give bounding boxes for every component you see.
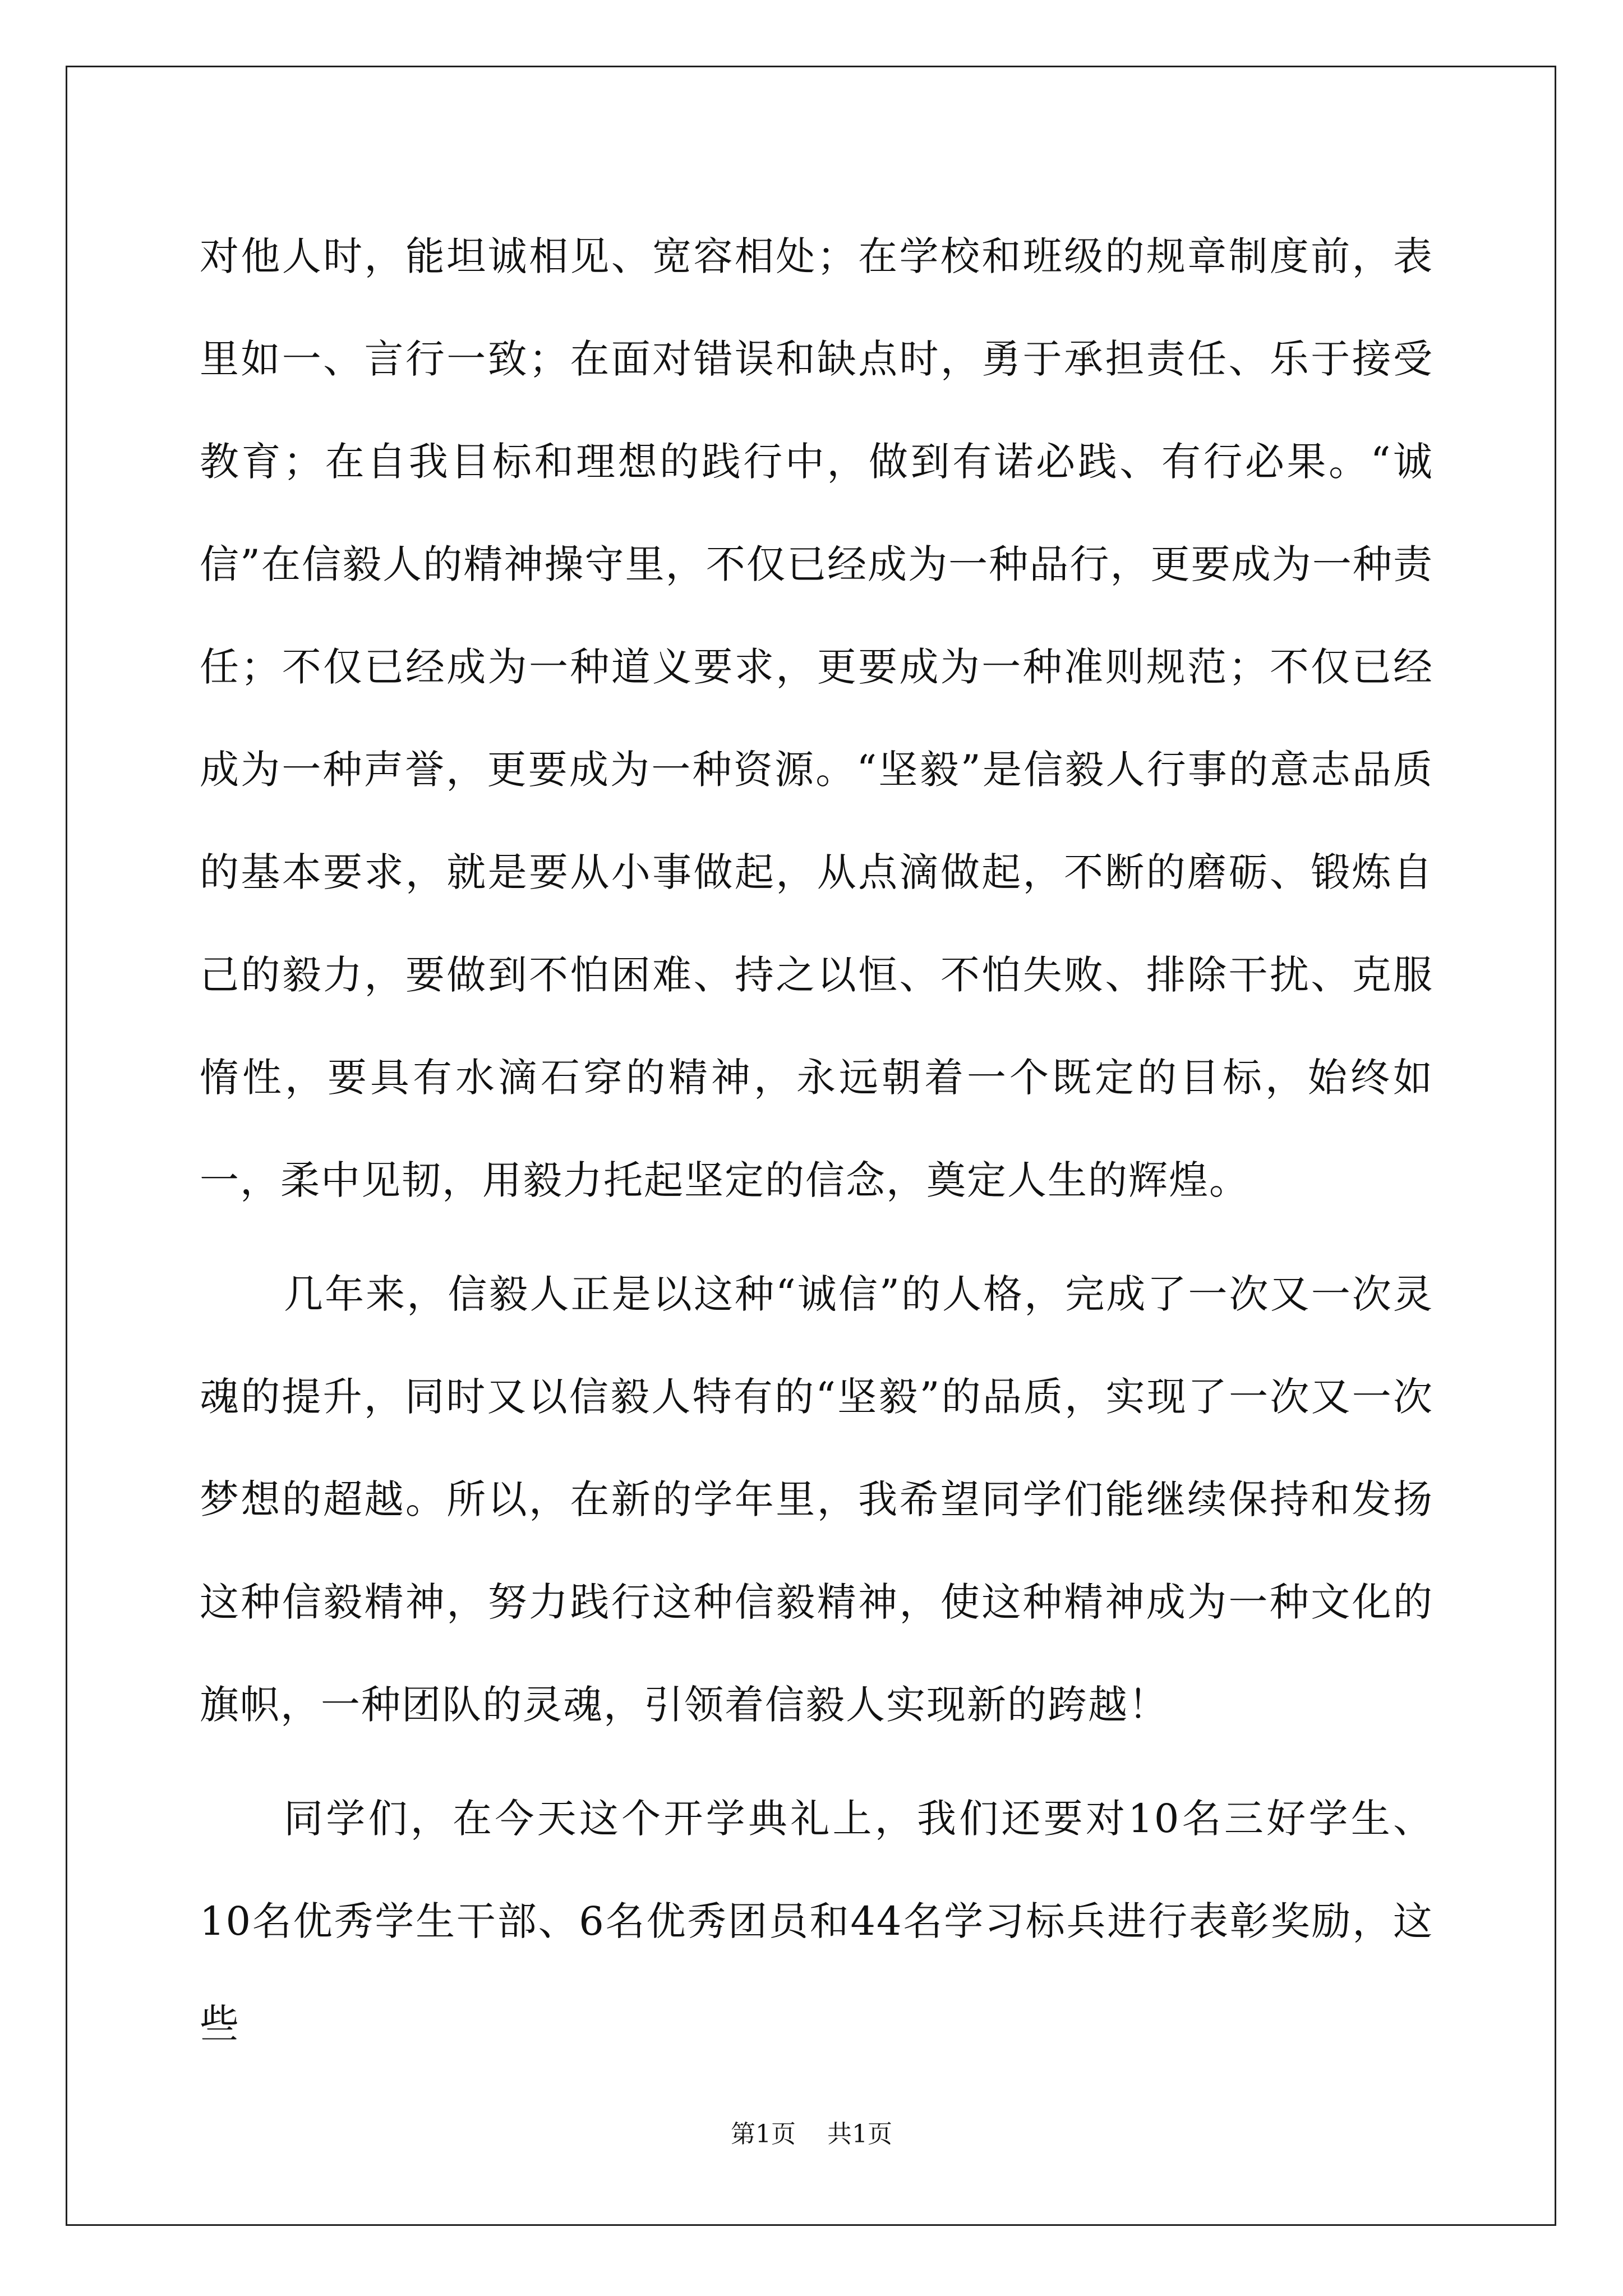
document-body <box>200 205 1433 2076</box>
page-number: 第1页 <box>731 2120 796 2148</box>
paragraph-2: 几年来，信毅人正是以这种“诚信”的人格，完成了一次又一次灵魂的提升，同时又以信毅人特有的“坚毅”的品质，实现了一次又一次梦想的超越。所以，在新的学年里，我希望同学们能继续保持和发扬这种信毅精神，努力践行这种信毅精神，使这种精神成为一种文化的旗帜，一种团队的灵魂，引领着信毅人实现新的跨越！ <box>200 1271 1433 1728</box>
page-total: 共1页 <box>827 2120 892 2148</box>
paragraph-3: 同学们，在今天这个开学典礼上，我们还要对10名三好学生、10名优秀学生干部、6名优秀团员和44名学习标兵进行表彰奖励，这些 <box>200 1796 1433 2047</box>
page-footer <box>0 2118 1623 2151</box>
paragraph-1: 对他人时，能坦诚相见、宽容相处；在学校和班级的规章制度前，表里如一、言行一致；在面对错误和缺点时，勇于承担责任、乐于接受教育；在自我目标和理想的践行中，做到有诺必践、有行必果。“诚信”在信毅人的精神操守里，不仅已经成为一种品行，更要成为一种责任；不仅已经成为一种道义要求，更要成为一种准则规范；不仅已经成为一种声誉，更要成为一种资源。“坚毅”是信毅人行事的意志品质的基本要求，就是要从小事做起，从点滴做起，不断的磨砺、锻炼自己的毅力，要做到不怕困难、持之以恒、不怕失败、排除干扰、克服惰性，要具有水滴石穿的精神，永远朝着一个既定的目标，始终如一，柔中见韧，用毅力托起坚定的信念，奠定人生的辉煌。 <box>200 233 1433 1203</box>
